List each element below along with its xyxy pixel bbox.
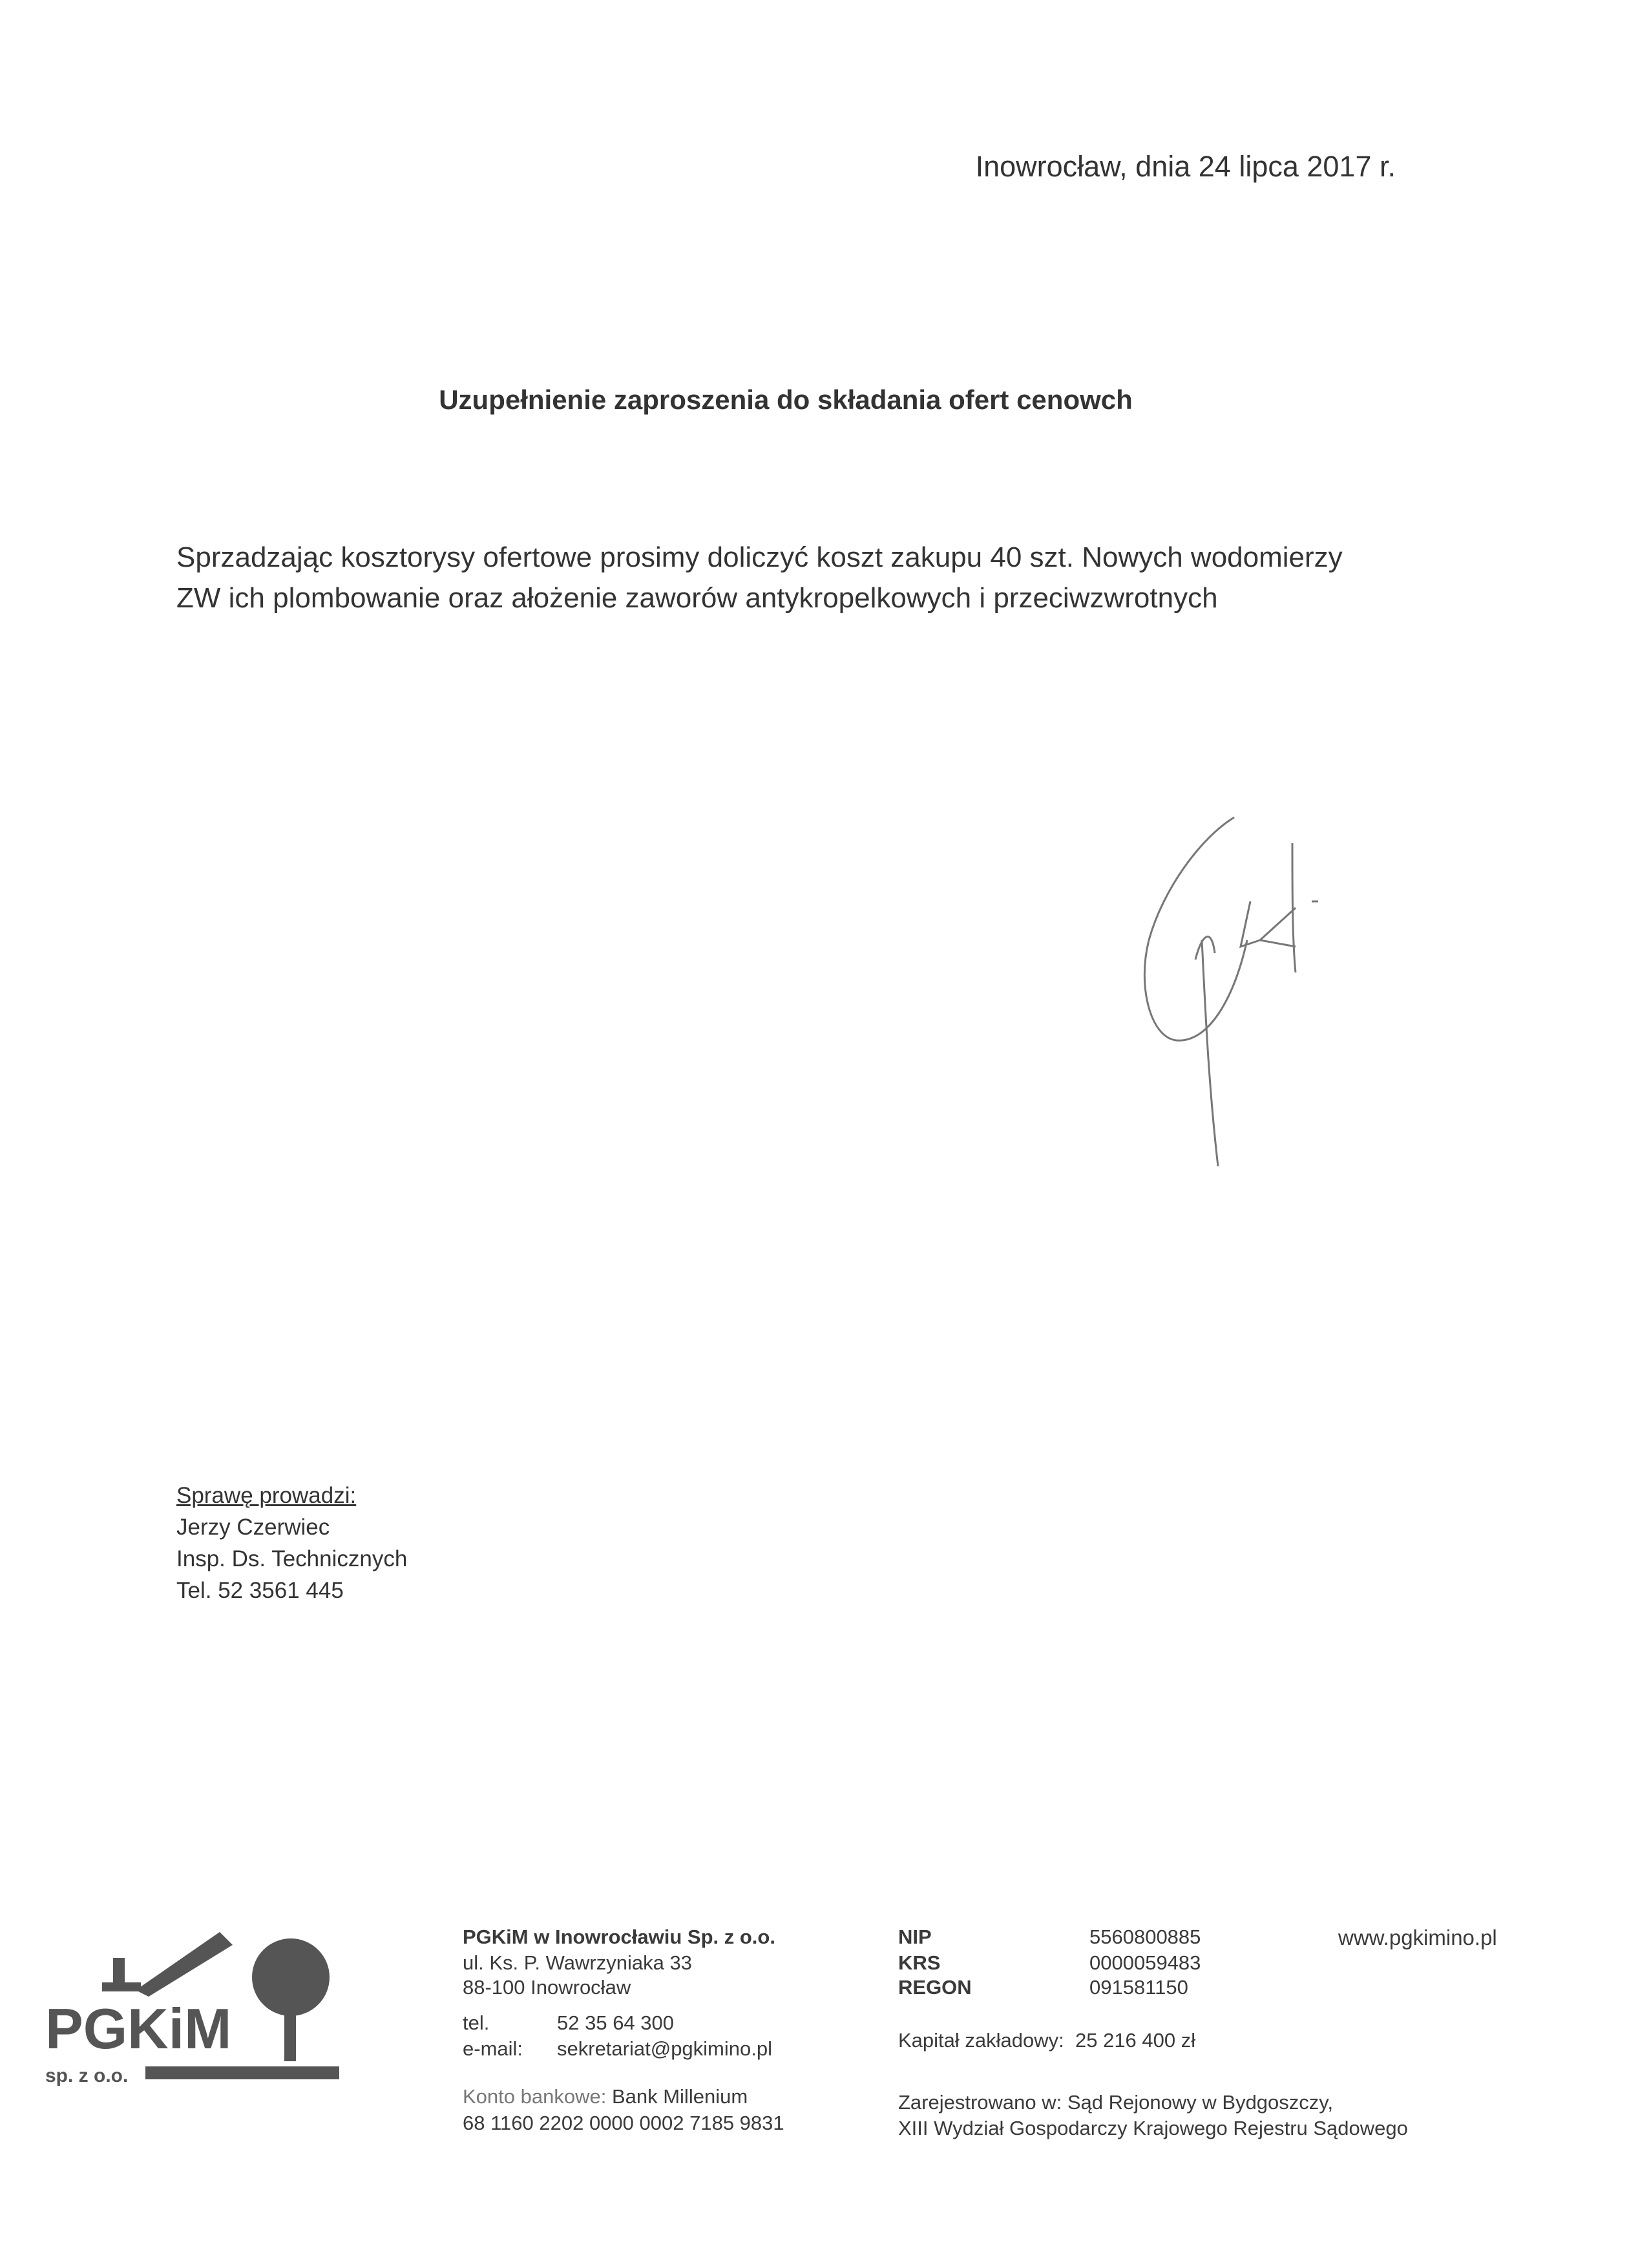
contact-heading: Sprawę prowadzi:	[176, 1483, 357, 1508]
handwritten-signature	[1098, 811, 1357, 1173]
footer-email[interactable]: sekretariat@pgkimino.pl	[557, 2037, 772, 2060]
footer-registered-2: XIII Wydział Gospodarczy Krajowego Rejestru Sądowego	[898, 2117, 1408, 2139]
footer-street: ul. Ks. P. Wawrzyniaka 33	[463, 1951, 692, 1974]
contact-block	[176, 1480, 407, 1606]
contact-position: Insp. Ds. Technicznych	[176, 1546, 408, 1571]
footer-tel-label: tel.	[463, 2011, 490, 2034]
footer-capital: 25 216 400 zł	[1075, 2029, 1196, 2052]
footer-registered-1: Zarejestrowano w: Sąd Rejonowy w Bydgoszczy,	[898, 2091, 1334, 2114]
contact-phone: Tel. 52 3561 445	[176, 1578, 344, 1603]
footer-tel: 52 35 64 300	[557, 2011, 675, 2034]
footer-regon-label: REGON	[898, 1976, 972, 1999]
letter-date: Inowrocław, dnia 24 lipca 2017 r.	[975, 150, 1396, 183]
contact-name: Jerzy Czerwiec	[176, 1515, 330, 1540]
letter-title: Uzupełnienie zaproszenia do składania ofert cenowch	[439, 384, 1133, 415]
footer-krs-label: KRS	[898, 1951, 941, 1974]
svg-text:sp. z o.o.: sp. z o.o.	[45, 2065, 129, 2086]
body-line-2: ZW ich plombowanie oraz ałożenie zaworów antykropelkowych i przeciwzwrotnych	[176, 582, 1218, 614]
footer-capital-label: Kapitał zakładowy:	[898, 2029, 1064, 2052]
body-line-1: Sprzadzając kosztorysy ofertowe prosimy doliczyć koszt zakupu 40 szt. Nowych wodomierzy	[176, 541, 1343, 573]
footer-company: PGKiM w Inowrocławiu Sp. z o.o.	[463, 1926, 775, 1948]
footer-krs: 0000059483	[1089, 1951, 1201, 1974]
footer-website-link[interactable]: www.pgkimino.pl	[1338, 1926, 1497, 1949]
pgkim-logo	[45, 1932, 342, 2087]
footer-bank: Bank Millenium	[611, 2085, 748, 2108]
footer-bank-label: Konto bankowe:	[463, 2085, 607, 2108]
footer-nip-label: NIP	[898, 1926, 932, 1948]
footer-city: 88-100 Inowrocław	[463, 1976, 631, 1999]
footer-email-label: e-mail:	[463, 2037, 523, 2060]
footer-account: 68 1160 2202 0000 0002 7185 9831	[463, 2112, 784, 2134]
footer-regon: 091581150	[1089, 1976, 1188, 1999]
svg-text:PGKiM: PGKiM	[45, 1997, 232, 2061]
footer-nip: 5560800885	[1089, 1926, 1201, 1948]
